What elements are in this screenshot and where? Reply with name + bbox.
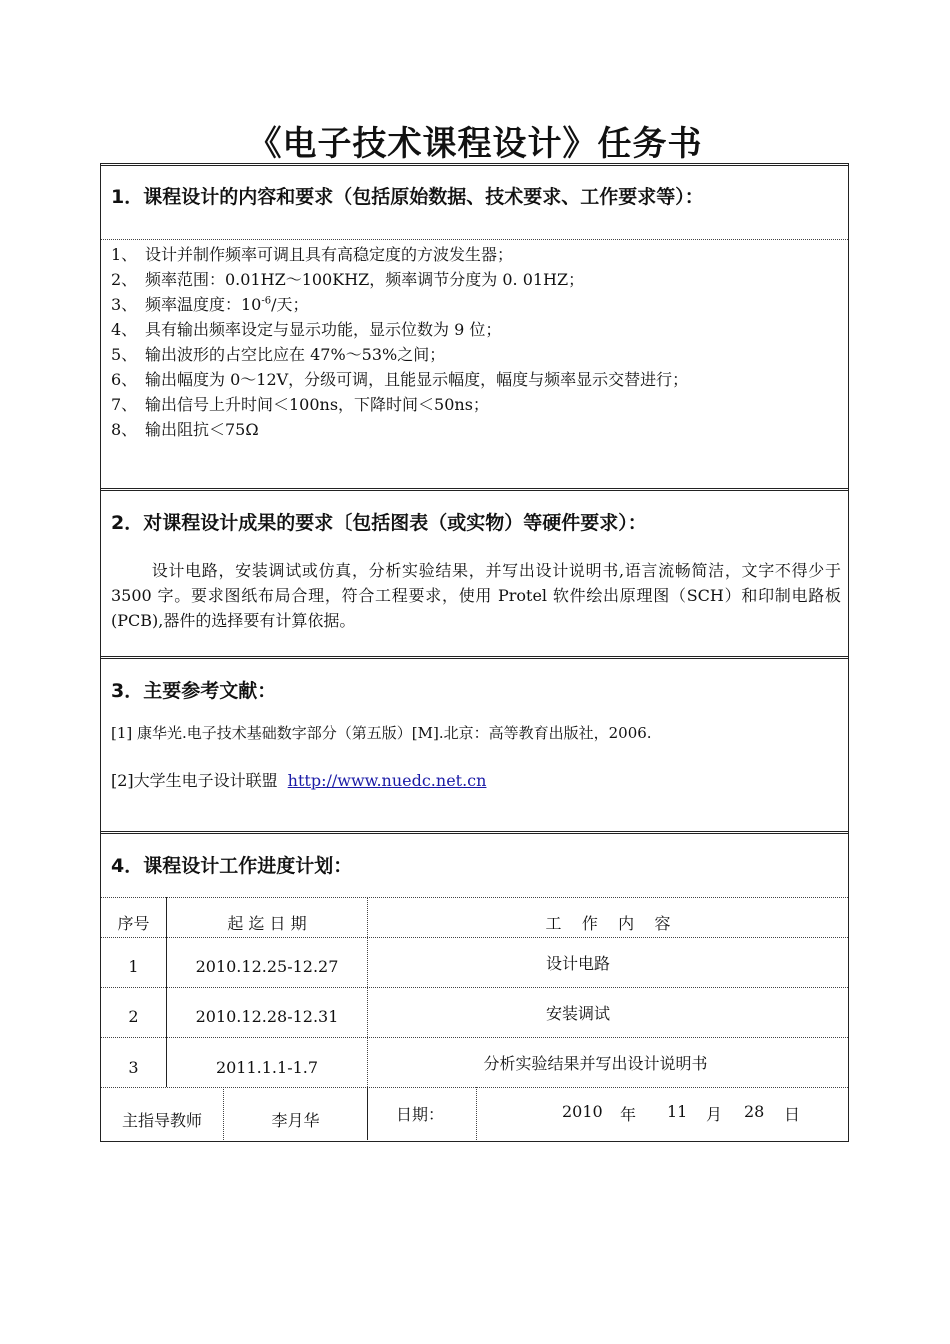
advisor-name: 李月华: [271, 1111, 320, 1130]
date-year-unit: 年: [620, 1105, 637, 1124]
row-divider: [101, 937, 848, 938]
row-number: 3: [128, 1058, 139, 1077]
section-separator: [100, 656, 849, 659]
schedule-top-line: [101, 897, 848, 898]
requirement-item: 6、 输出幅度为 0～12V，分级可调，且能显示幅度，幅度与频率显示交替进行；: [111, 370, 689, 389]
row-date: 2010.12.25-12.27: [195, 957, 339, 976]
frame-top-double-line: [100, 163, 849, 166]
column-header-content: 工 作 内 容: [545, 914, 671, 933]
section-separator: [100, 831, 849, 834]
row-divider: [101, 1037, 848, 1038]
document-title: 《电子技术课程设计》任务书: [247, 124, 703, 164]
requirement-item: 7、 输出信号上升时间＜100ns，下降时间＜50ns；: [111, 395, 489, 414]
requirement-item: 8、 输出阻抗＜75Ω: [111, 420, 259, 439]
date-month-unit: 月: [706, 1105, 723, 1124]
requirement-item: 3、 频率温度度：$10^{-6}/$天；: [111, 295, 309, 314]
row-date: 2011.1.1-1.7: [215, 1058, 319, 1077]
row-content: 安装调试: [545, 1004, 610, 1023]
reference-1: [1] 康华光.电子技术基础数字部分（第五版）[M].北京：高等教育出版社，2006.: [111, 724, 652, 742]
date-day-unit: 日: [784, 1105, 801, 1124]
section2-heading: 2．对课程设计成果的要求〔包括图表（或实物）等硬件要求）：: [111, 512, 647, 534]
column-header-no: 序号: [117, 914, 150, 933]
row-number: 1: [128, 957, 139, 976]
section3-heading: 3．主要参考文献：: [111, 680, 277, 702]
section1-heading: 1．课程设计的内容和要求（包括原始数据、技术要求、工作要求等）：: [111, 186, 704, 208]
reference-2: [2]大学生电子设计联盟 http://www.nuedc.net.cn: [111, 771, 487, 790]
date-year: 2010: [562, 1102, 603, 1121]
requirement-item: 5、 输出波形的占空比应在 47%～53%之间；: [111, 345, 446, 364]
advisor-label: 主指导教师: [121, 1111, 202, 1130]
row-divider: [101, 1087, 848, 1088]
footer-divider: [476, 1087, 477, 1140]
reference-link[interactable]: http://www.nuedc.net.cn: [287, 771, 487, 790]
column-header-date: 起 迄 日 期: [227, 914, 307, 933]
row-content: 设计电路: [545, 954, 610, 973]
row-divider: [101, 987, 848, 988]
date-day: 28: [744, 1102, 765, 1121]
section2-body: 设计电路，安装调试或仿真，分析实验结果，并写出设计说明书,语言流畅简洁，文字不得少于 3500 字。要求图纸布局合理，符合工程要求，使用 Protel 软件绘出原理图（SCH）和印制电路板(PCB),器件的选择要有计算依据。: [111, 561, 841, 630]
section4-heading: 4．课程设计工作进度计划：: [111, 855, 353, 877]
row-content: 分析实验结果并写出设计说明书: [483, 1054, 708, 1073]
section-separator: [100, 488, 849, 491]
requirement-item: 4、 具有输出频率设定与显示功能，显示位数为 9 位；: [111, 320, 502, 339]
section1-divider: [101, 239, 848, 240]
row-number: 2: [128, 1007, 139, 1026]
requirement-item: 1、 设计并制作频率可调且具有高稳定度的方波发生器；: [111, 245, 514, 264]
requirement-item: 2、 频率范围：0.01HZ～100KHZ，频率调节分度为 0. 01HZ；: [111, 270, 585, 289]
date-label: 日期：: [396, 1105, 445, 1124]
row-date: 2010.12.28-12.31: [195, 1007, 339, 1026]
date-month: 11: [667, 1102, 688, 1121]
